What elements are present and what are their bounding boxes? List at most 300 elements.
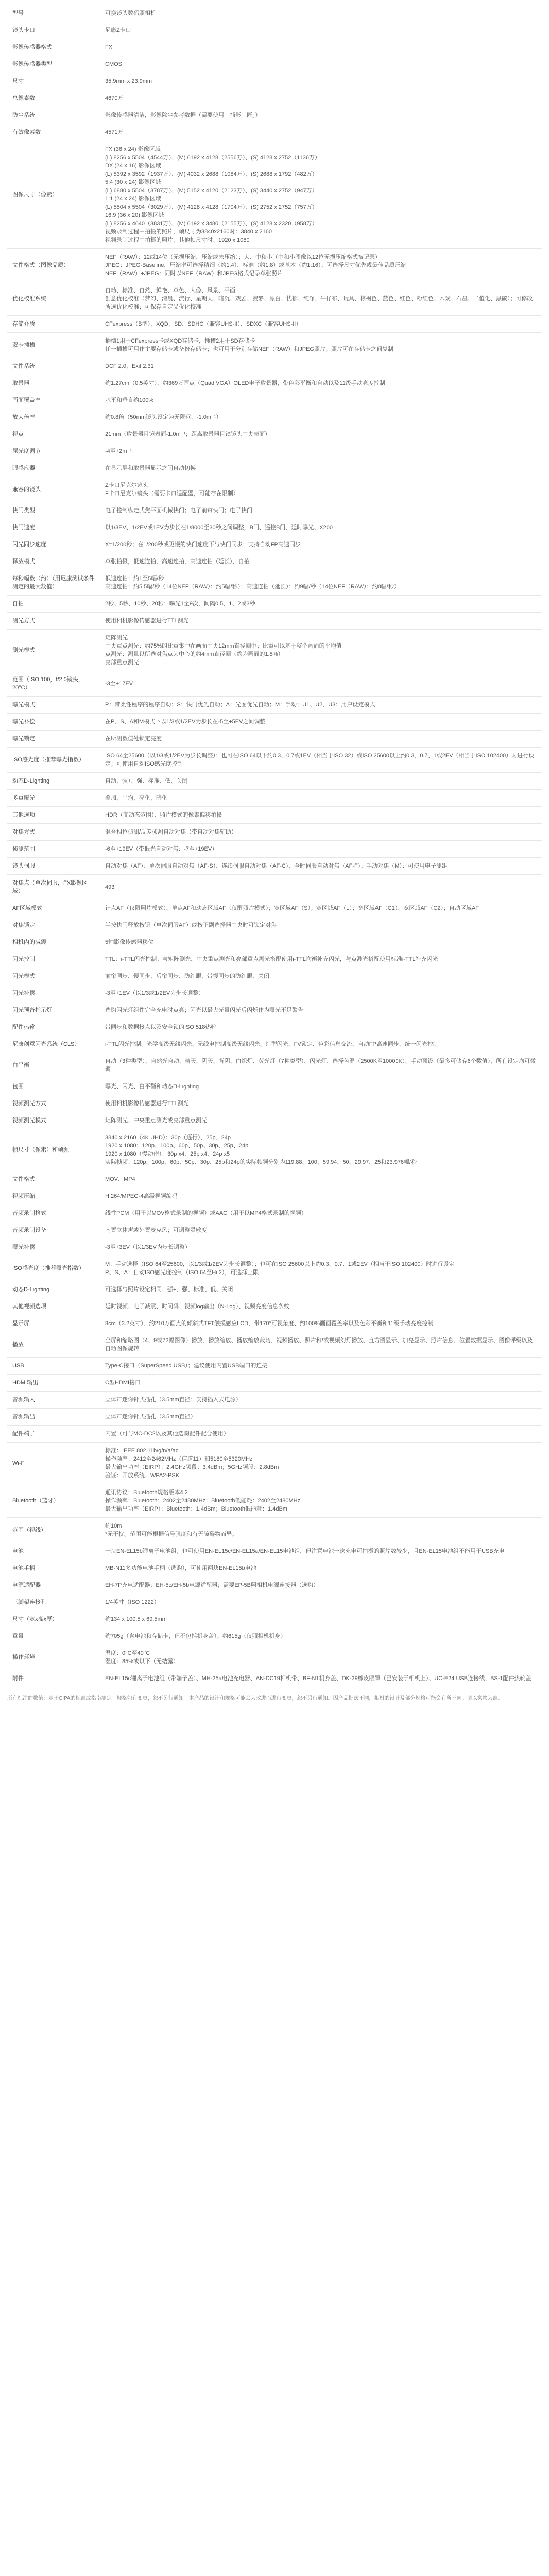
spec-row	[7, 1095, 542, 1112]
spec-value	[100, 570, 542, 596]
spec-value-line: DCF 2.0、Exif 2.31	[105, 363, 154, 369]
spec-value-line: P、S、A：自动ISO感光度控制（ISO 64至Hi 2），可选择上限	[105, 1269, 259, 1276]
spec-label: 包围	[7, 1078, 100, 1095]
spec-value-line: 493	[105, 884, 115, 890]
spec-label: 白平衡	[7, 1053, 100, 1078]
spec-value-line: 5:4 (30 x 24) 影像区域	[105, 179, 161, 185]
spec-row	[7, 630, 542, 671]
spec-label: 附件	[7, 1670, 100, 1687]
spec-label: 三脚架连接孔	[7, 1594, 100, 1611]
spec-value-line: 通讯协议：Bluetooth规格版本4.2	[105, 1489, 188, 1496]
spec-value-line: 内置立体声或外置麦克风；可调整灵敏度	[105, 1227, 207, 1233]
spec-value	[100, 1375, 542, 1392]
spec-value-line: 约10m	[105, 1523, 122, 1529]
spec-value	[100, 1036, 542, 1053]
spec-row	[7, 671, 542, 697]
spec-value	[100, 141, 542, 249]
spec-row	[7, 917, 542, 934]
spec-value	[100, 1112, 542, 1129]
spec-label: 闪光预备指示灯	[7, 1002, 100, 1019]
spec-label: AF区域模式	[7, 900, 100, 917]
spec-label: 闪光控制	[7, 951, 100, 968]
spec-value-line: NEF（RAW）：12或14位（无损压缩、压缩或未压缩）；大、中和小（中和小图像以12位无损压缩格式被记录）	[105, 254, 381, 260]
spec-value	[100, 443, 542, 460]
spec-value-line: 4571万	[105, 129, 124, 135]
spec-label: 视点	[7, 426, 100, 443]
spec-value-line: 内置（可与MC-DC2以及其他选购配件配合使用）	[105, 1431, 229, 1437]
spec-value	[100, 39, 542, 56]
spec-value	[100, 1594, 542, 1611]
spec-value	[100, 1409, 542, 1426]
spec-value-line: MOV、MP4	[105, 1176, 135, 1182]
spec-value	[100, 790, 542, 807]
spec-row	[7, 1053, 542, 1078]
spec-value-line: JPEG：JPEG-Baseline，压缩率可选择精细（约1:4）、标准（约1:8）或基本（约1:16）；可选择尺寸优先或最佳品质压缩	[105, 262, 406, 268]
spec-value-line: 8cm（3.2英寸）、约210万画点的倾斜式TFT触摸感应LCD，带170°可视角度、约100%画面覆盖率以及色彩平衡和11级手动亮度控制	[105, 1320, 434, 1327]
spec-label: 镜头卡口	[7, 22, 100, 39]
spec-value-line: 最大输出功率（EIRP）：Bluetooth：1.4dBm；Bluetooth低能耗：1.4dBm	[105, 1506, 287, 1512]
spec-value	[100, 596, 542, 613]
spec-label: 配件端子	[7, 1426, 100, 1443]
spec-value	[100, 613, 542, 630]
spec-label: 多重曝光	[7, 790, 100, 807]
spec-value	[100, 1298, 542, 1315]
spec-row	[7, 358, 542, 375]
spec-row	[7, 1594, 542, 1611]
spec-row	[7, 1577, 542, 1594]
spec-row	[7, 596, 542, 613]
spec-row	[7, 124, 542, 141]
spec-value-line: M：手动选择（ISO 64至25600，以1/3或1/2EV为步长调整）；也可在ISO 25600以上约0.3、0.7、1或2EV（相当于ISO 102400）时进行设定	[105, 1261, 455, 1267]
spec-value-line: FX	[105, 44, 113, 50]
spec-value	[100, 1611, 542, 1628]
spec-value-line: 验证：开放系统、WPA2-PSK	[105, 1472, 180, 1479]
spec-value-line: 以1/3EV、1/2EV或1EV为步长在1/8000至30秒之间调整，B门、遥控B门、延时曝光、X200	[105, 524, 333, 531]
spec-row	[7, 748, 542, 773]
spec-row	[7, 1188, 542, 1205]
spec-label: 曝光锁定	[7, 731, 100, 748]
spec-label: 有效像素数	[7, 124, 100, 141]
spec-value-line: 带同步和数据接点以及安全锁的ISO 518热靴	[105, 1024, 217, 1030]
spec-row	[7, 824, 542, 841]
spec-row	[7, 477, 542, 502]
spec-row	[7, 951, 542, 968]
spec-label: 音频录制格式	[7, 1205, 100, 1222]
spec-value	[100, 748, 542, 773]
spec-row	[7, 249, 542, 282]
spec-value-line: 针点AF（仅限照片模式）、单点AF和动态区域AF（仅限照片模式）；宽区域AF（S）；宽区域AF（L）；宽区域AF（C1）、宽区域AF（C2）；自动区域AF	[105, 905, 479, 911]
spec-label: 影像传感器格式	[7, 39, 100, 56]
spec-label: 相机内的减震	[7, 934, 100, 951]
spec-row	[7, 1222, 542, 1239]
spec-label: 侦测范围	[7, 841, 100, 858]
spec-value	[100, 22, 542, 39]
spec-label: 音频输入	[7, 1392, 100, 1409]
spec-value-line: 16:9 (36 x 20) 影像区域	[105, 212, 164, 218]
spec-value	[100, 934, 542, 951]
spec-label: Bluetooth（蓝牙）	[7, 1484, 100, 1518]
footnote: 所有标注的数值：基于CIPA的标准或指南测定。规格如有变更，恕不另行通知。本产品的设计和规格可能会为改进而进行变更，恕不另行通知。因产品批次不同，相机的设计及部分规格可能会有所不同。请以实物为准。	[7, 1696, 503, 1701]
spec-label: 测光方式	[7, 613, 100, 630]
spec-label: 对焦点（单次伺服，FX影像区域）	[7, 875, 100, 900]
spec-label: 视频测光方式	[7, 1095, 100, 1112]
spec-value-line: P：带柔性程序的程序自动；S：快门优先自动；A：光圈优先自动；M：手动；U1、U2、U3：用户设定模式	[105, 702, 375, 708]
spec-value	[100, 1171, 542, 1188]
spec-value	[100, 1332, 542, 1358]
spec-label: 曝光补偿	[7, 714, 100, 731]
spec-value-line: 约705g（含电池和存储卡，但不包括机身盖）；约615g（仅照相机机身）	[105, 1633, 286, 1639]
spec-label: 曝光模式	[7, 697, 100, 714]
spec-value	[100, 426, 542, 443]
spec-label: 曝光补偿	[7, 1239, 100, 1256]
spec-value	[100, 73, 542, 90]
spec-value-line: TTL：i-TTL闪光控制；与矩阵测光、中央重点测光和亮部重点测光搭配使用i-TTL均衡补充闪光，与点测光搭配使用标准i-TTL补充闪光	[105, 956, 438, 962]
spec-value-line: 约1.27cm（0.5英寸）、约369万画点（Quad VGA）OLED电子取景器，带色彩平衡和自动以及11级手动亮度控制	[105, 380, 385, 386]
spec-row	[7, 282, 542, 316]
spec-value	[100, 731, 542, 748]
spec-label: 其他视频选项	[7, 1298, 100, 1315]
spec-row	[7, 1518, 542, 1543]
spec-row	[7, 1409, 542, 1426]
spec-value-line: 亮部重点测光	[105, 659, 139, 666]
spec-label: 放大倍率	[7, 409, 100, 426]
spec-value	[100, 1256, 542, 1281]
spec-value	[100, 1095, 542, 1112]
spec-row	[7, 1645, 542, 1670]
spec-label: 存储介质	[7, 316, 100, 333]
spec-label: 闪光补偿	[7, 985, 100, 1002]
spec-value	[100, 951, 542, 968]
spec-value-line: MB-N11多功能电池手柄（选购），可使用两块EN-EL15b电池	[105, 1565, 256, 1571]
spec-row	[7, 875, 542, 900]
spec-value	[100, 1484, 542, 1518]
spec-value-line: FX (36 x 24) 影像区域	[105, 146, 161, 152]
spec-value	[100, 1426, 542, 1443]
spec-value	[100, 1670, 542, 1687]
spec-value-line: 视频录制过程中拍摄的照片，帧尺寸为3840x2160时：3840 x 2160	[105, 229, 272, 235]
spec-value-line: 在所测数值处锁定亮度	[105, 736, 162, 742]
spec-label: 尺寸（宽x高x厚）	[7, 1611, 100, 1628]
spec-label: 释放模式	[7, 553, 100, 570]
spec-value	[100, 671, 542, 697]
spec-label: 电池手柄	[7, 1560, 100, 1577]
spec-label: 播放	[7, 1332, 100, 1358]
spec-row	[7, 1670, 542, 1687]
spec-value	[100, 858, 542, 875]
spec-label: ISO感光度（推荐曝光指数）	[7, 1256, 100, 1281]
spec-value-line: 21mm（取景器目镜表面-1.0m⁻¹；距离取景器目镜镜头中央表面）	[105, 431, 271, 437]
spec-value	[100, 1645, 542, 1670]
spec-value-line: C型HDMI接口	[105, 1380, 141, 1386]
spec-value-line: (L) 5504 x 5504（3029万）、(M) 4128 x 4128（1704万）、(S) 2752 x 2752（757万）	[105, 204, 318, 210]
spec-value	[100, 697, 542, 714]
spec-label: 闪光模式	[7, 968, 100, 985]
spec-label: 动态D-Lighting	[7, 773, 100, 790]
spec-row	[7, 107, 542, 124]
spec-label: 对焦方式	[7, 824, 100, 841]
spec-value-line: 在显示屏和取景器显示之间自动切换	[105, 465, 196, 471]
spec-value	[100, 1239, 542, 1256]
spec-value	[100, 807, 542, 824]
spec-label: 优化校准系统	[7, 282, 100, 316]
spec-label: 双卡插槽	[7, 333, 100, 358]
spec-row	[7, 1239, 542, 1256]
spec-table	[7, 5, 542, 1687]
spec-value-line: EN-EL15c锂离子电池组（带端子盖）、MH-25a电池充电器、AN-DC19相机带、BF-N1机身盖、DK-29橡皮眼罩（已安装于相机上）、UC-E24 USB连接线、BS-1配件热靴盖	[105, 1675, 531, 1682]
spec-value-line: 中央重点测光：约75%的比重集中在画面中央12mm直径圈中；比重可以基于整个画面的平均值	[105, 643, 342, 649]
spec-row	[7, 1443, 542, 1484]
spec-label: 快门速度	[7, 519, 100, 536]
spec-value-line: 4670万	[105, 95, 124, 101]
spec-value	[100, 409, 542, 426]
spec-value-line: 叠加、平均、亮化、暗化	[105, 795, 167, 801]
spec-value-line: 1/4英寸（ISO 1222）	[105, 1599, 160, 1605]
spec-value-line: 在P、S、A和M模式下以1/3或1/2EV为步长在-5至+5EV之间调整	[105, 719, 266, 725]
spec-row	[7, 1375, 542, 1392]
spec-value-line: 操作频率：Bluetooth：2402至2480MHz；Bluetooth低能耗：2402至2480MHz	[105, 1498, 301, 1504]
spec-value-line: 低速连拍：约1至5幅/秒	[105, 575, 164, 582]
spec-value	[100, 1129, 542, 1171]
spec-label: 闪光同步速度	[7, 536, 100, 553]
spec-value-line: 高速连拍：约5.5幅/秒（14位NEF（RAW）：约5幅/秒）；高速连拍（延长）：约9幅/秒（14位NEF（RAW）：约8幅/秒）	[105, 584, 400, 590]
spec-value-line: 实际帧频：120p、100p、60p、50p、30p、25p和24p的实际帧频分别为119.88、100、59.94、50、29.97、25和23.976幅/秒	[105, 1159, 417, 1165]
spec-label: 音频输出	[7, 1409, 100, 1426]
spec-value-line: -3至+1EV（以1/3或1/2EV为步长调整）	[105, 990, 204, 996]
spec-value	[100, 316, 542, 333]
spec-value-line: 可选择与照片设定相同、强+、强、标准、低、关闭	[105, 1286, 233, 1293]
spec-value-line: -3至+3EV（以1/3EV为步长调整）	[105, 1244, 191, 1250]
spec-value-line: 曝光、闪光、白平衡和动态D-Lighting	[105, 1083, 199, 1090]
spec-label: 防尘系统	[7, 107, 100, 124]
spec-value	[100, 714, 542, 731]
spec-value	[100, 985, 542, 1002]
spec-value-line: 操作频率：2412至2462MHz（信道11）和5180至5320MHz	[105, 1456, 253, 1462]
spec-row	[7, 39, 542, 56]
spec-value	[100, 841, 542, 858]
spec-value-line: (L) 8256 x 4640（3831万）、(M) 6192 x 3480（2155万）、(S) 4128 x 2320（958万）	[105, 221, 318, 227]
spec-row	[7, 1426, 542, 1443]
spec-label: 动态D-Lighting	[7, 1281, 100, 1298]
spec-value-line: CMOS	[105, 61, 122, 67]
spec-value-line: 线性PCM（用于以MOV格式录制的视频）或AAC（用于以MP4格式录制的视频）	[105, 1210, 307, 1216]
spec-value	[100, 630, 542, 671]
spec-row	[7, 375, 542, 392]
spec-value-line: 创意优化校准（梦幻、清晨、流行、星期天、暗沉、戏剧、寂静、漂白、忧郁、纯净、牛仔布、玩具、棕褐色、蓝色、红色、粉红色、木炭、石墨、二值化、黑碳）；可修改所选优化校准；可保存自定义优化校准	[105, 296, 533, 310]
spec-value	[100, 1315, 542, 1332]
spec-row	[7, 392, 542, 409]
spec-value	[100, 1518, 542, 1543]
spec-label: 尺寸	[7, 73, 100, 90]
spec-value-line: i-TTL闪光控制、光学高级无线闪光、无线电控制高级无线闪光、造型闪光、FV锁定、色彩信息交流、自动FP高速同步、统一闪光控制	[105, 1041, 439, 1047]
spec-value	[100, 1392, 542, 1409]
spec-value	[100, 477, 542, 502]
spec-value-line: 影像传感器清洁，影像除尘参考数据（需要使用「捕影工匠」）	[105, 112, 261, 118]
spec-value-line: 使用相机影像传感器进行TTL测光	[105, 1100, 189, 1107]
spec-row	[7, 409, 542, 426]
spec-label: 对焦锁定	[7, 917, 100, 934]
spec-label: 总像素数	[7, 90, 100, 107]
spec-value	[100, 1358, 542, 1375]
spec-value	[100, 1002, 542, 1019]
spec-row	[7, 1543, 542, 1560]
spec-label: 范围（ISO 100，f/2.0镜头，20°C）	[7, 671, 100, 697]
spec-label: 显示屏	[7, 1315, 100, 1332]
spec-row	[7, 1358, 542, 1375]
spec-label: 每秒幅数（约）（用尼康测试条件测定的最大数值）	[7, 570, 100, 596]
spec-row	[7, 73, 542, 90]
spec-value-line: 标准：IEEE 802.11b/g/n/a/ac	[105, 1448, 179, 1454]
spec-label: 眼感应器	[7, 460, 100, 477]
spec-value-line: 2秒、5秒、10秒、20秒；曝光1至9次，间隔0.5、1、2或3秒	[105, 601, 255, 607]
spec-value-line: 1920 x 1080（慢动作）：30p x4、25p x4、24p x5	[105, 1151, 230, 1157]
spec-row	[7, 1078, 542, 1095]
spec-label: 电源适配器	[7, 1577, 100, 1594]
spec-value-line: DX (24 x 16) 影像区域	[105, 163, 161, 169]
spec-label: 自拍	[7, 596, 100, 613]
spec-row	[7, 1205, 542, 1222]
spec-value	[100, 1205, 542, 1222]
spec-value	[100, 824, 542, 841]
spec-value-line: 视频录制过程中拍摄的照片，其他帧尺寸时：1920 x 1080	[105, 237, 250, 243]
spec-row	[7, 697, 542, 714]
spec-value-line: 5轴影像传感器移位	[105, 939, 154, 945]
spec-value-line: 立体声迷你针式插孔（3.5mm直径）	[105, 1414, 196, 1420]
spec-value	[100, 392, 542, 409]
spec-label: 视频测光模式	[7, 1112, 100, 1129]
spec-value	[100, 1078, 542, 1095]
spec-value	[100, 553, 542, 570]
spec-value	[100, 460, 542, 477]
spec-value-line: ISO 64至25600（以1/3或1/2EV为步长调整）；也可在ISO 64以下约0.3、0.7或1EV（相当于ISO 32）或ISO 25600以上约0.3、0.7、1或2EV（相当于ISO 102400）时进行设定；可使用自动ISO感光度控制	[105, 753, 535, 767]
spec-value-line: 单张拍摄，低速连拍，高速连拍，高速连拍（延长），自拍	[105, 558, 250, 565]
spec-value-line: 立体声迷你针式插孔（3.5mm直径；支持插入式电源）	[105, 1397, 242, 1403]
spec-value	[100, 519, 542, 536]
spec-label: 音频录制设备	[7, 1222, 100, 1239]
spec-value	[100, 502, 542, 519]
spec-row	[7, 1019, 542, 1036]
spec-value-line: 约134 x 100.5 x 69.5mm	[105, 1616, 167, 1622]
spec-row	[7, 1484, 542, 1518]
spec-value	[100, 249, 542, 282]
spec-row	[7, 731, 542, 748]
spec-row	[7, 1392, 542, 1409]
spec-label: 文件格式（图像品质）	[7, 249, 100, 282]
spec-value	[100, 90, 542, 107]
spec-row	[7, 141, 542, 249]
spec-row	[7, 22, 542, 39]
spec-value-line: 约0.8倍（50mm镜头设定为无限远，-1.0m⁻¹）	[105, 414, 222, 420]
spec-value	[100, 56, 542, 73]
spec-row	[7, 426, 542, 443]
spec-value	[100, 536, 542, 553]
spec-row	[7, 1315, 542, 1332]
spec-row	[7, 1281, 542, 1298]
spec-row	[7, 858, 542, 875]
spec-value	[100, 124, 542, 141]
spec-value	[100, 107, 542, 124]
spec-value	[100, 375, 542, 392]
spec-value	[100, 900, 542, 917]
spec-value-line: 自动、标准、自然、鲜艳、单色、人像、风景、平面	[105, 287, 235, 294]
spec-value	[100, 1222, 542, 1239]
spec-value-line: 矩阵测光、中央重点测光或亮部重点测光	[105, 1117, 207, 1124]
spec-row	[7, 1256, 542, 1281]
spec-value-line: (L) 6880 x 5504（3787万）、(M) 5152 x 4120（2123万）、(S) 3440 x 2752（947万）	[105, 188, 318, 194]
spec-row	[7, 790, 542, 807]
spec-value-line: 湿度：85%或以下（无结露）	[105, 1658, 179, 1665]
spec-label: 电池	[7, 1543, 100, 1560]
spec-value-line: 3840 x 2160（4K UHD）：30p（逐行）、25p、24p	[105, 1134, 231, 1141]
spec-value-line: -6至+19EV（带低光自动对焦：-7至+19EV）	[105, 846, 218, 852]
spec-value-line: CFexpress（B型）、XQD、SD、SDHC（兼容UHS-II）、SDXC（兼容UHS-II）	[105, 321, 302, 327]
spec-label: 操作环境	[7, 1645, 100, 1670]
spec-value-line: 自动（3种类型）、自然光自动、晴天、阴天、背阴、白炽灯、荧光灯（7种类型）、闪光灯、选择色温（2500K至10000K）、手动预设（最多可储存6个数值），所有设定均可微调	[105, 1058, 536, 1073]
spec-row	[7, 519, 542, 536]
spec-label: 其他选项	[7, 807, 100, 824]
spec-label: 视频压缩	[7, 1188, 100, 1205]
spec-label: 影像传感器类型	[7, 56, 100, 73]
spec-value	[100, 773, 542, 790]
spec-row	[7, 773, 542, 790]
spec-row	[7, 90, 542, 107]
spec-value-line: 一块EN-EL15b锂离子电池组；也可使用EN-EL15c/EN-EL15a/EN-EL15电池组，但注意电池一次充电可拍摄的照片数较少，且EN-EL15电池组不能用于USB充电	[105, 1548, 505, 1554]
spec-value	[100, 917, 542, 934]
spec-label: 取景器	[7, 375, 100, 392]
spec-row	[7, 333, 542, 358]
spec-value	[100, 1443, 542, 1484]
spec-value-line: 选购闪光灯组件完全充电时点亮；闪光以最大光量闪光后闪烁作为曝光不足警告	[105, 1007, 303, 1013]
spec-row	[7, 443, 542, 460]
spec-value	[100, 1019, 542, 1036]
spec-row	[7, 1112, 542, 1129]
spec-label: 快门类型	[7, 502, 100, 519]
spec-row	[7, 1129, 542, 1171]
spec-value-line: X=1/200秒；在1/200秒或更慢的快门速度下与快门同步；支持自动FP高速同步	[105, 541, 301, 548]
spec-row	[7, 460, 542, 477]
spec-value-line: 自动、强+、强、标准、低、关闭	[105, 778, 188, 784]
spec-value-line: 点测光：测量以所选对焦点为中心的约4mm直径圈（约为画面的1.5%）	[105, 651, 284, 657]
spec-value	[100, 1628, 542, 1645]
spec-value-line: EH-7P充电适配器；EH-5c/EH-5b电源适配器；需要EP-5B照相机电源连接器（选购）	[105, 1582, 319, 1588]
spec-row	[7, 900, 542, 917]
spec-value-line: 延时视频、电子减震、时间码、视频log输出（N-Log）、视频亮度信息条纹	[105, 1303, 290, 1310]
spec-row	[7, 934, 542, 951]
spec-row	[7, 570, 542, 596]
spec-value-line: 35.9mm x 23.9mm	[105, 78, 152, 84]
spec-row	[7, 1036, 542, 1053]
spec-label: 范围（视线）	[7, 1518, 100, 1543]
spec-value-line: 矩阵测光	[105, 635, 128, 641]
spec-value	[100, 875, 542, 900]
spec-row	[7, 714, 542, 731]
spec-row	[7, 985, 542, 1002]
spec-value-line: 任一插槽可用作主要存储卡或备份存储卡；也可用于分别存储NEF（RAW）和JPEG照片；照片可在存储卡之间复制	[105, 346, 393, 352]
spec-value-line: H.264/MPEG-4高级视频编码	[105, 1193, 178, 1199]
spec-row	[7, 56, 542, 73]
spec-label: 帧尺寸（像素）和帧频	[7, 1129, 100, 1171]
spec-row	[7, 968, 542, 985]
spec-value	[100, 282, 542, 316]
spec-label: 屈光度调节	[7, 443, 100, 460]
spec-label: ISO感光度（推荐曝光指数）	[7, 748, 100, 773]
spec-row	[7, 502, 542, 519]
spec-value-line: F卡口尼克尔镜头（需要卡口适配器，可能存在限制）	[105, 490, 239, 497]
spec-value	[100, 968, 542, 985]
spec-value-line: 水平和垂直约100%	[105, 397, 154, 403]
spec-label: 兼容的镜头	[7, 477, 100, 502]
spec-value-line: 半按快门释放按钮（单次伺服AF）或按下副选择器中央时可锁定对焦	[105, 922, 277, 928]
spec-row	[7, 536, 542, 553]
